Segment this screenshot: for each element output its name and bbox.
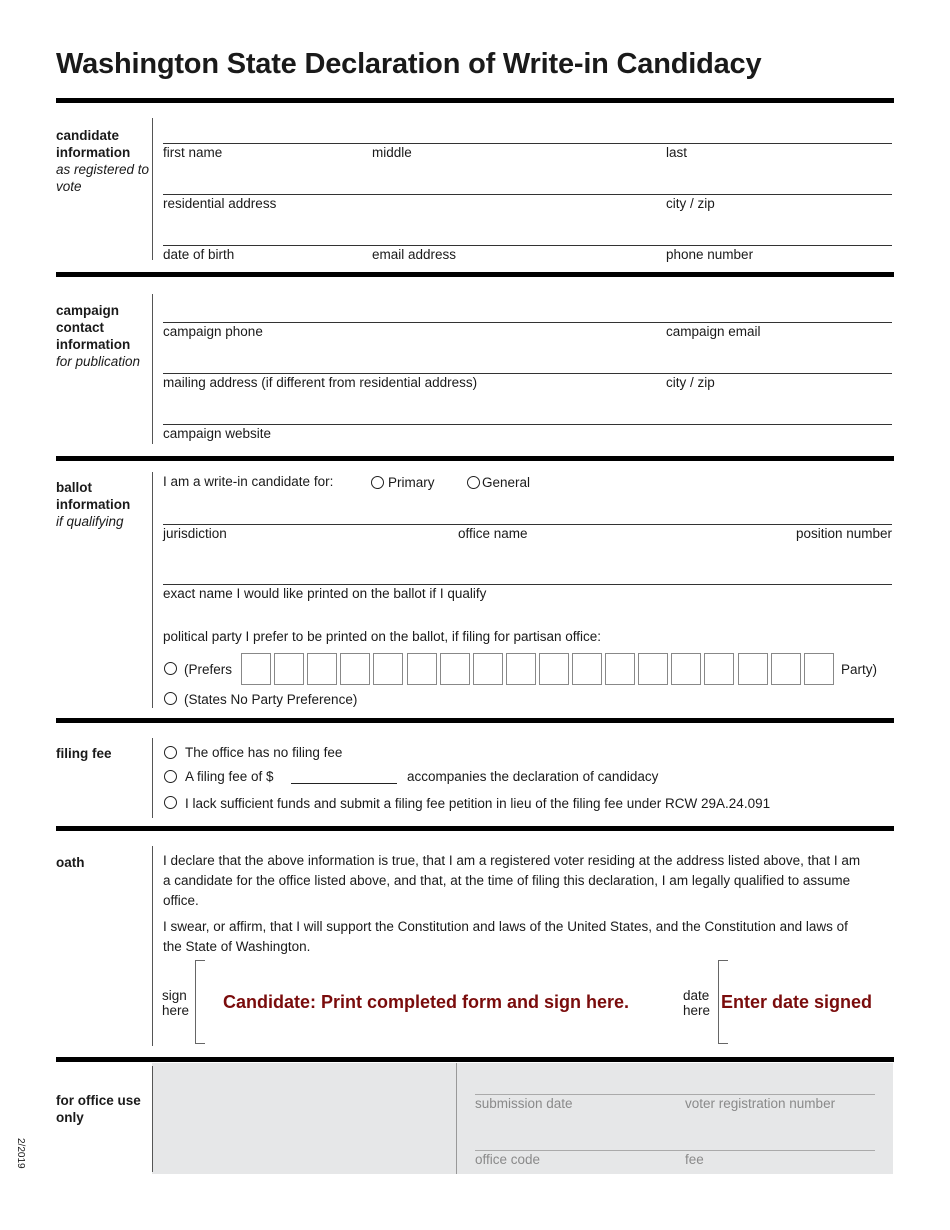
email-address-label: email address [372, 247, 457, 262]
general-radio[interactable] [467, 476, 480, 489]
party-letter-box[interactable] [340, 653, 370, 685]
exact-name-label: exact name I would like printed on the ballot if I qualify [163, 586, 487, 601]
voter-registration-number-label: voter registration number [685, 1096, 836, 1111]
petition-radio[interactable] [164, 796, 177, 809]
party-letter-box[interactable] [274, 653, 304, 685]
office-code-label: office code [475, 1152, 541, 1167]
section-oath: oath [56, 855, 85, 870]
party-letter-box[interactable] [241, 653, 271, 685]
page-title: Washington State Declaration of Write-in Candidacy [56, 48, 762, 80]
no-fee-label: The office has no filing fee [185, 745, 343, 760]
campaign-website-field[interactable] [163, 424, 892, 425]
section-divider [56, 826, 894, 831]
first-name-label: first name [163, 145, 223, 160]
party-letter-box[interactable] [407, 653, 437, 685]
section-divider [56, 1057, 894, 1062]
sign-here-label: sign here [162, 988, 190, 1018]
section-divider [56, 272, 894, 277]
section-divider [56, 718, 894, 723]
section-ballot-information: ballot information if qualifying [56, 480, 131, 529]
signature-field[interactable]: Candidate: Print completed form and sign here. [223, 992, 630, 1012]
jurisdiction-office-field[interactable] [163, 524, 892, 525]
dob-email-phone-field[interactable] [163, 245, 892, 246]
mailing-address-label: mailing address (if different from residential address) [163, 375, 478, 390]
section-filing-fee: filing fee [56, 746, 112, 761]
no-party-radio[interactable] [164, 692, 177, 705]
campaign-website-label: campaign website [163, 426, 272, 441]
party-letter-box[interactable] [671, 653, 701, 685]
phone-number-label: phone number [666, 247, 754, 262]
party-letter-box[interactable] [373, 653, 403, 685]
section-campaign-contact: campaign contact information for publication [56, 303, 141, 369]
party-label: Party) [841, 662, 878, 677]
submission-date-label: submission date [475, 1096, 573, 1111]
residential-address-label: residential address [163, 196, 277, 211]
party-letter-box[interactable] [638, 653, 668, 685]
party-letter-box[interactable] [307, 653, 337, 685]
section-divider [56, 456, 894, 461]
primary-label: Primary [388, 475, 435, 490]
general-label: General [482, 475, 531, 490]
fee-amount-input[interactable] [291, 783, 397, 784]
office-name-label: office name [458, 526, 528, 541]
section-candidate-information: candidate information as registered to vote [56, 128, 150, 194]
date-here-label: date here [683, 988, 711, 1018]
mailing-address-field[interactable] [163, 373, 892, 374]
fee-suffix-label: accompanies the declaration of candidacy [407, 769, 659, 784]
date-of-birth-label: date of birth [163, 247, 235, 262]
middle-label: middle [372, 145, 412, 160]
oath-paragraph-2: I swear, or affirm, that I will support the Constitution and laws of the United States, and the Constitution and laws of the State of Washington. [163, 919, 848, 954]
party-letter-box[interactable] [506, 653, 536, 685]
prefers-label: (Prefers [184, 662, 233, 677]
party-letter-box[interactable] [539, 653, 569, 685]
primary-radio[interactable] [371, 476, 384, 489]
submission-date-field[interactable] [475, 1094, 875, 1095]
last-label: last [666, 145, 688, 160]
campaign-phone-label: campaign phone [163, 324, 263, 339]
fee-prefix-label: A filing fee of $ [185, 769, 274, 784]
section-office-use: for office use only [56, 1093, 141, 1125]
party-letter-box[interactable] [771, 653, 801, 685]
office-code-field[interactable] [475, 1150, 875, 1151]
no-fee-radio[interactable] [164, 746, 177, 759]
first-name-field[interactable] [163, 143, 892, 144]
party-letter-box[interactable] [605, 653, 635, 685]
party-prompt: political party I prefer to be printed on the ballot, if filing for partisan office: [163, 629, 601, 644]
party-letter-box[interactable] [440, 653, 470, 685]
title-rule [56, 98, 894, 103]
party-letter-box[interactable] [804, 653, 834, 685]
revision-date: 2/2019 [15, 1138, 26, 1169]
petition-label: I lack sufficient funds and submit a filing fee petition in lieu of the filing fee under RCW 29A.24.091 [185, 796, 771, 811]
campaign-phone-field[interactable] [163, 322, 892, 323]
prefers-party-radio[interactable] [164, 662, 177, 675]
campaign-email-label: campaign email [666, 324, 761, 339]
jurisdiction-label: jurisdiction [163, 526, 227, 541]
oath-paragraph-1: I declare that the above information is true, that I am a registered voter residing at the address listed above, that I am a candidate for the office listed above, and that, at the time of filing this declaration, I am legally qualified to assume office. [163, 853, 861, 908]
residential-address-field[interactable] [163, 194, 892, 195]
mailing-city-zip-label: city / zip [666, 375, 715, 390]
party-letter-box[interactable] [704, 653, 734, 685]
party-letter-box[interactable] [473, 653, 503, 685]
fee-label: fee [685, 1152, 704, 1167]
fee-amount-radio[interactable] [164, 770, 177, 783]
city-zip-label: city / zip [666, 196, 715, 211]
position-number-label: position number [795, 526, 892, 541]
no-party-label: (States No Party Preference) [184, 692, 358, 707]
exact-name-field[interactable] [163, 584, 892, 585]
party-letter-box[interactable] [738, 653, 768, 685]
writein-prompt: I am a write-in candidate for: [163, 474, 334, 489]
date-signed-field[interactable]: Enter date signed [721, 992, 873, 1012]
party-letter-box[interactable] [572, 653, 602, 685]
